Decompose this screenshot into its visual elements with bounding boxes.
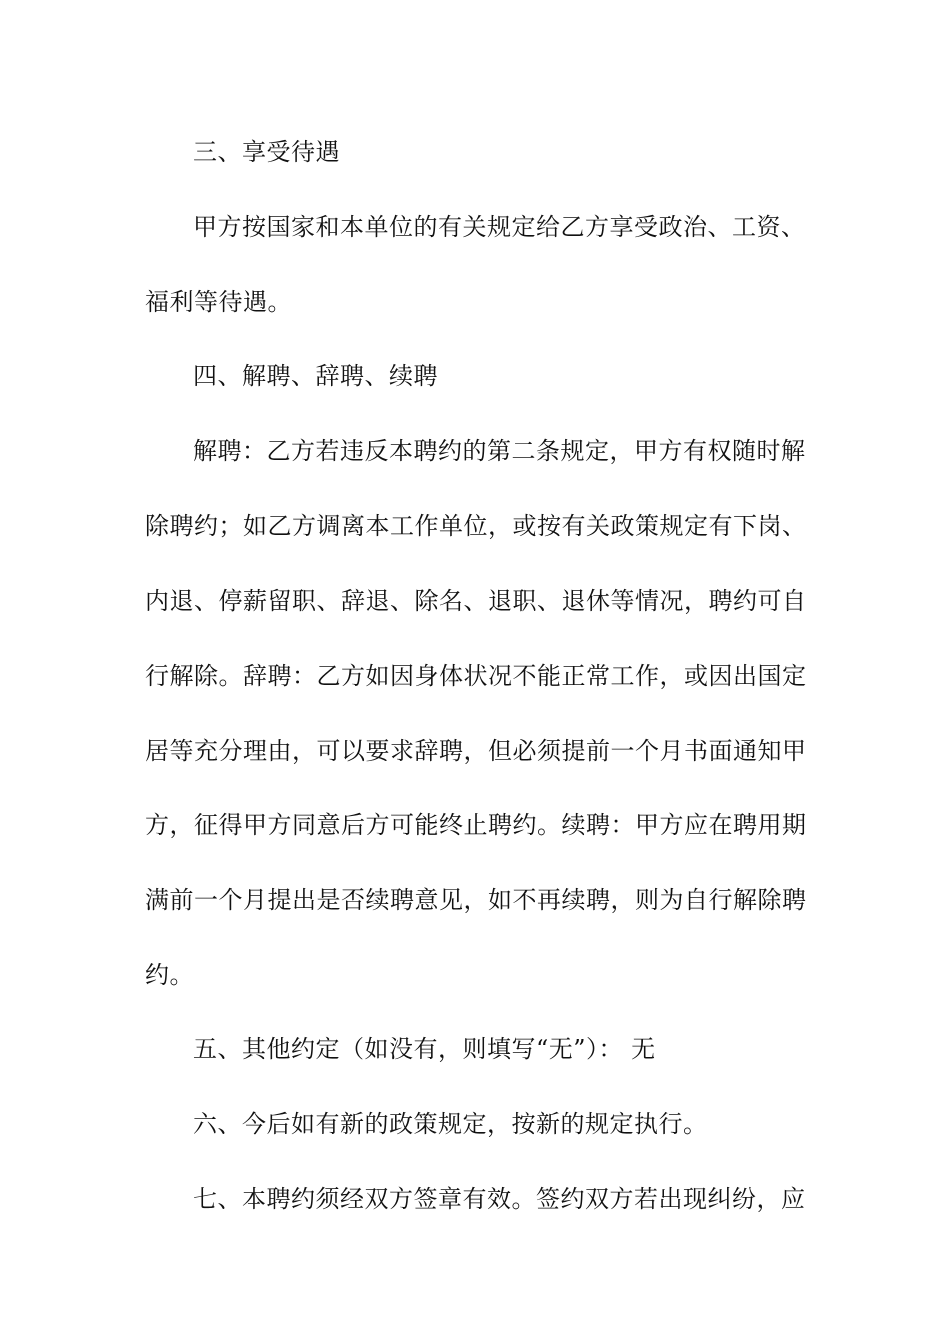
paragraph-line: 内退、停薪留职、辞退、除名、退职、退休等情况，聘约可自 — [145, 587, 807, 615]
paragraph-line: 行解除。辞聘：乙方如因身体状况不能正常工作，或因出国定 — [145, 662, 807, 690]
paragraph-line: 福利等待遇。 — [145, 288, 292, 316]
paragraph-line: 甲方按国家和本单位的有关规定给乙方享受政治、工资、 — [193, 213, 806, 241]
paragraph-line: 约。 — [145, 961, 194, 989]
section-other-terms: 五、其他约定（如没有，则填写“无”）： 无 — [193, 1035, 656, 1063]
section-new-policy: 六、今后如有新的政策规定，按新的规定执行。 — [193, 1110, 708, 1138]
paragraph-line: 方，征得甲方同意后方可能终止聘约。续聘：甲方应在聘用期 — [145, 811, 807, 839]
paragraph-line: 除聘约；如乙方调离本工作单位，或按有关政策规定有下岗、 — [145, 512, 807, 540]
paragraph-line: 解聘：乙方若违反本聘约的第二条规定，甲方有权随时解 — [193, 437, 806, 465]
section-validity: 七、本聘约须经双方签章有效。签约双方若出现纠纷，应 — [193, 1185, 806, 1213]
paragraph-line: 居等充分理由，可以要求辞聘，但必须提前一个月书面通知甲 — [145, 737, 807, 765]
paragraph-line: 满前一个月提出是否续聘意见，如不再续聘，则为自行解除聘 — [145, 886, 807, 914]
section-heading-termination: 四、解聘、辞聘、续聘 — [193, 362, 438, 390]
section-heading-benefits: 三、享受待遇 — [193, 138, 340, 166]
